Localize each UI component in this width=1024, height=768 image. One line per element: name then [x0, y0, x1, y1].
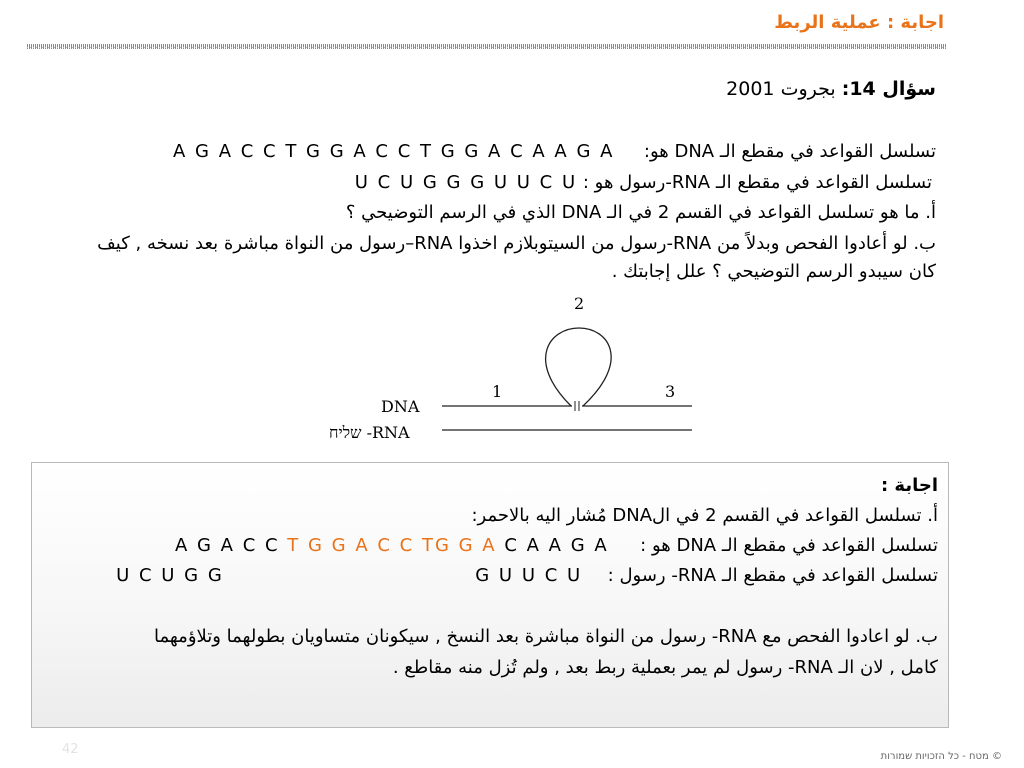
answer-dna-sequence [175, 535, 609, 556]
answer-rna-seq-left: U C U G G [116, 565, 224, 586]
dna-sequence: A G A C C T G G A C C T G G A C A A G A [173, 141, 615, 162]
answer-box [31, 462, 949, 728]
answer-part-a: أ. تسلسل القواعد في القسم 2 في الDNA مُشار اليه بالاحمر: [471, 505, 938, 526]
question-part-a: أ. ما هو تسلسل القواعد في القسم 2 في الـ DNA الذي في الرسم التوضيحي ؟ [345, 202, 936, 223]
answer-part-b-line2: كامل , لان الـ RNA- رسول لم يمر بعملية ربط بعد , ولم تُزل منه مقاطع . [392, 657, 938, 678]
answer-rna-seq-right: G U U C U [475, 565, 583, 586]
diagram-label-2: 2 [574, 294, 585, 313]
dna-seq-highlight: T G G A C C TG G A [287, 535, 497, 556]
diagram-label-dna: DNA [381, 397, 420, 416]
question-heading [236, 78, 936, 100]
title-divider [27, 44, 947, 49]
dna-label: تسلسل القواعد في مقطع الـ DNA هو: [643, 141, 936, 162]
question-part-b: ب. لو أعادوا الفحص وبدلاً من RNA-رسول من السيتوبلازم اخذوا RNA–رسول من النواة مباشرة بعد نسخه , كيف كان سيبدو الرسم التوضيحي ؟ علل إجابتك . [97, 233, 936, 282]
rna-label: تسلسل القواعد في مقطع الـ RNA-رسول هو : [582, 172, 932, 193]
answer-dna-label: تسلسل القواعد في مقطع الـ DNA هو : [640, 535, 938, 556]
answer-part-b-line1: ب. لو اعادوا الفحص مع RNA- رسول من النواة مباشرة بعد النسخ , سيكونان متساويان بطولهما وتلاؤمهما [153, 626, 938, 647]
diagram-label-rna: שליח -RNA [329, 423, 410, 442]
hybridization-diagram [320, 290, 710, 450]
answer-rna-line [116, 565, 938, 586]
answer-dna-line [175, 535, 938, 556]
rna-sequence: U C U G G G U U C U [354, 172, 578, 193]
answer-rna-label: تسلسل القواعد في مقطع الـ RNA- رسول : [607, 565, 938, 586]
copyright-notice: © מטח - כל הזכויות שמורות [880, 751, 1002, 762]
answer-heading: اجابة : [880, 475, 938, 496]
dna-seq-start: A G A C C [174, 535, 280, 556]
question-source: بجروت 2001 [726, 78, 836, 100]
page-number: 42 [62, 742, 79, 757]
dna-seq-end: C A A G A [504, 535, 609, 556]
dna-loop [546, 328, 612, 406]
diagram-label-1: 1 [492, 382, 503, 401]
question-number: سؤال 14: [841, 78, 936, 100]
diagram-label-3: 3 [665, 382, 676, 401]
dna-sequence-line [173, 141, 936, 162]
rna-sequence-line [355, 172, 932, 193]
page-title: اجابة : عملية الربط [774, 12, 944, 33]
